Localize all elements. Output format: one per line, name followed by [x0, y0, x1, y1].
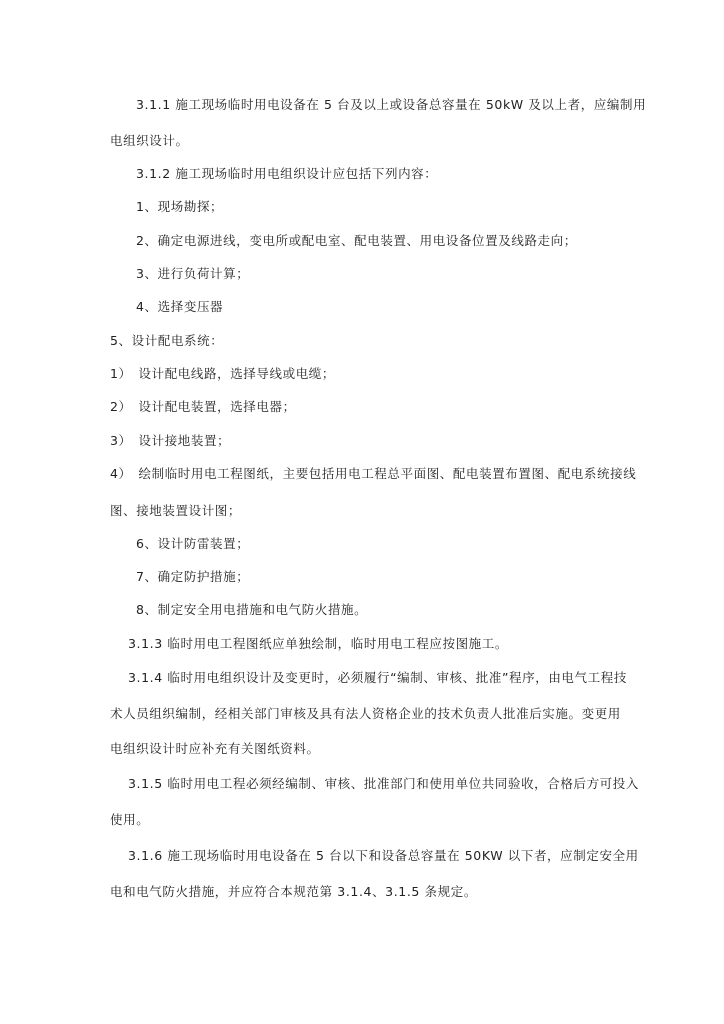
- sub-item-2: 2） 设计配电装置，选择电器；: [110, 399, 296, 414]
- clause-3-1-4-line-1: 3.1.4 临时用电组织设计及变更时，必须履行“编制、审核、批准”程序，由电气工程技: [128, 670, 627, 685]
- sub-item-4-line-2: 图、接地装置设计图；: [110, 503, 242, 518]
- list-item-7: 7、确定防护措施；: [136, 569, 250, 584]
- sub-item-4-line-1: 4） 绘制临时用电工程图纸，主要包括用电工程总平面图、配电装置布置图、配电系统接线: [110, 466, 637, 481]
- list-item-6: 6、设计防雷装置；: [136, 536, 250, 551]
- clause-3-1-6-line-2: 电和电气防火措施，并应符合本规范第 3.1.4、3.1.5 条规定。: [110, 884, 477, 899]
- clause-3-1-4-line-2: 术人员组织编制，经相关部门审核及具有法人资格企业的技术负责人批准后实施。变更用: [110, 706, 621, 721]
- clause-3-1-6-line-1: 3.1.6 施工现场临时用电设备在 5 台以下和设备总容量在 50KW 以下者，应制定安全用: [128, 848, 639, 863]
- clause-3-1-5-line-2: 使用。: [110, 812, 150, 827]
- clause-3-1-3: 3.1.3 临时用电工程图纸应单独绘制，临时用电工程应按图施工。: [128, 636, 508, 651]
- list-item-1: 1、现场勘探；: [136, 199, 224, 214]
- list-item-2: 2、确定电源进线，变电所或配电室、配电装置、用电设备位置及线路走向；: [136, 233, 577, 248]
- clause-3-1-2-heading: 3.1.2 施工现场临时用电组织设计应包括下列内容：: [136, 166, 438, 181]
- sub-item-1: 1） 设计配电线路，选择导线或电缆；: [110, 366, 336, 381]
- list-item-5: 5、设计配电系统：: [110, 333, 224, 348]
- clause-3-1-1-line-2: 电组织设计。: [110, 133, 189, 148]
- clause-3-1-4-line-3: 电组织设计时应补充有关图纸资料。: [110, 741, 320, 756]
- list-item-4: 4、选择变压器: [136, 299, 224, 314]
- clause-3-1-5-line-1: 3.1.5 临时用电工程必须经编制、审核、批准部门和使用单位共同验收，合格后方可投入: [128, 776, 639, 791]
- clause-3-1-1-line-1: 3.1.1 施工现场临时用电设备在 5 台及以上或设备总容量在 50kW 及以上者，应编制用: [136, 97, 647, 112]
- list-item-8: 8、制定安全用电措施和电气防火措施。: [136, 602, 368, 617]
- list-item-3: 3、进行负荷计算；: [136, 266, 250, 281]
- sub-item-3: 3） 设计接地装置；: [110, 433, 231, 448]
